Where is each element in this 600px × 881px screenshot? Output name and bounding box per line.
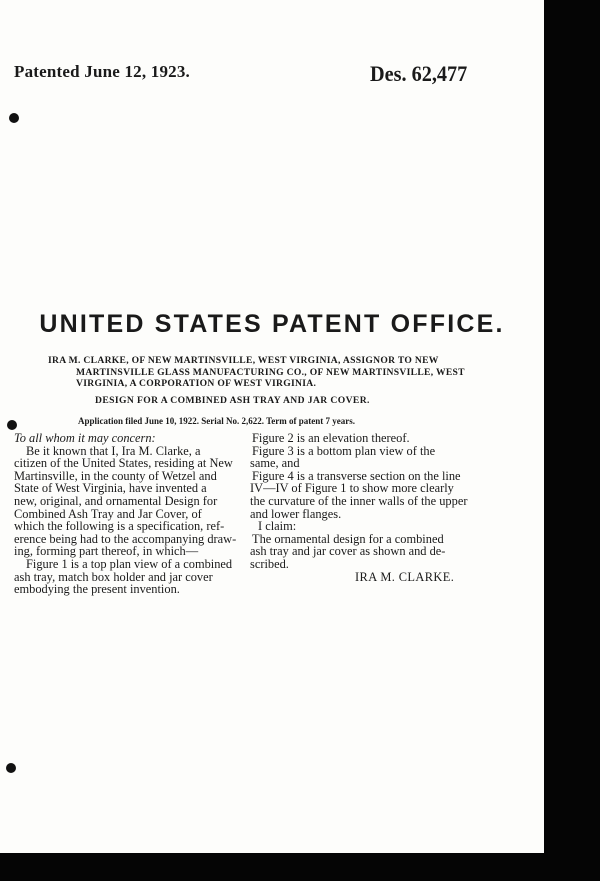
inventor-block	[48, 355, 465, 390]
text-line: Figure 3 is a bottom plan view of the	[252, 443, 436, 458]
claim-heading: I claim:	[258, 519, 297, 534]
text-line: citizen of the United States, residing at New	[14, 456, 233, 471]
text-line: Martinsville, in the county of Wetzel and	[14, 468, 217, 483]
text-line: Figure 2 is an elevation thereof.	[252, 431, 410, 445]
inventor-line: IRA M. CLARKE, OF NEW MARTINSVILLE, WEST VIRGINIA, ASSIGNOR TO NEW	[48, 355, 439, 366]
text-line: new, original, and ornamental Design for	[14, 493, 218, 508]
text-line: ash tray, match box holder and jar cover	[14, 569, 213, 584]
scan-border-bottom	[0, 853, 600, 881]
text-line: the curvature of the inner walls of the upper	[250, 493, 468, 508]
salutation: To all whom it may concern:	[14, 431, 156, 445]
signature: IRA M. CLARKE.	[355, 570, 455, 584]
design-title: DESIGN FOR A COMBINED ASH TRAY AND JAR COVER.	[95, 395, 370, 406]
inventor-line: MARTINSVILLE GLASS MANUFACTURING CO., OF NEW MARTINSVILLE, WEST	[76, 366, 465, 378]
inventor-line: VIRGINIA, A CORPORATION OF WEST VIRGINIA.	[76, 378, 317, 389]
text-line: and lower flanges.	[250, 506, 342, 521]
punch-hole-mark	[7, 420, 17, 430]
text-line: erence being had to the accompanying draw-	[14, 531, 237, 546]
punch-hole-mark	[9, 113, 19, 123]
text-line: scribed.	[250, 556, 289, 571]
design-number: Des. 62,477	[370, 61, 468, 86]
right-column	[250, 431, 468, 571]
text-line: Figure 4 is a transverse section on the line	[252, 468, 461, 483]
text-line: same, and	[250, 456, 300, 471]
text-line: which the following is a specification, ref-	[14, 519, 225, 534]
text-line: Be it known that I, Ira M. Clarke, a	[26, 443, 201, 458]
office-heading: UNITED STATES PATENT OFFICE.	[39, 310, 505, 338]
application-line: Application filed June 10, 1922. Serial No. 2,622. Term of patent 7 years.	[78, 416, 355, 426]
text-line: ing, forming part thereof, in which—	[14, 544, 199, 559]
text-line: State of West Virginia, have invented a	[14, 481, 207, 496]
punch-hole-mark	[6, 763, 16, 773]
scan-border-right	[544, 0, 600, 881]
text-line: Figure 1 is a top plan view of a combined	[26, 556, 233, 571]
text-line: IV—IV of Figure 1 to show more clearly	[250, 481, 454, 496]
text-line: ash tray and jar cover as shown and de-	[250, 544, 446, 559]
text-line: Combined Ash Tray and Jar Cover, of	[14, 506, 202, 521]
text-line: The ornamental design for a combined	[252, 531, 444, 546]
patent-date: Patented June 12, 1923.	[14, 62, 191, 81]
text-line: embodying the present invention.	[14, 582, 180, 597]
left-column	[14, 432, 244, 596]
